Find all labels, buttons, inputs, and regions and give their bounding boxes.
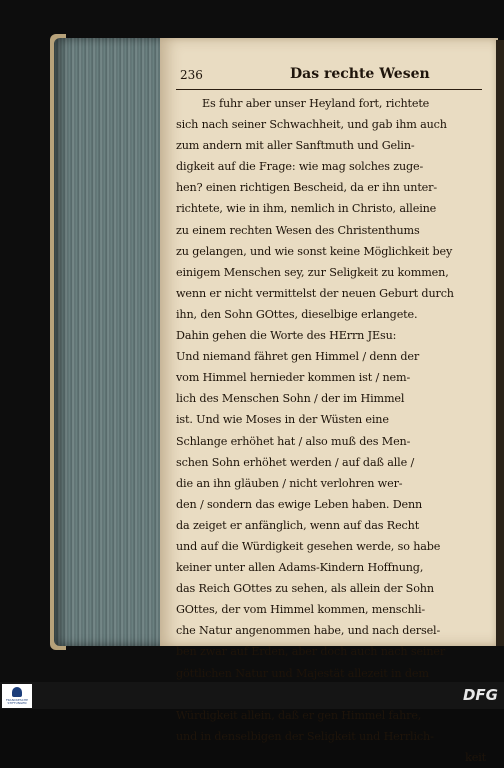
text-line: und in denselbigen der Seligkeit und Herrlich- xyxy=(176,729,434,743)
text-line: zu gelangen, und wie sonst keine Möglichkeit bey xyxy=(176,244,453,258)
text-line: lich des Menschen Sohn / der im Himmel xyxy=(176,392,405,406)
text-line: Es fuhr aber unser Heyland fort, richtete xyxy=(202,97,430,110)
text-line: hen? einen richtigen Bescheid, da er ihn unter- xyxy=(176,181,437,195)
text-line: schen Sohn erhöhet werden / auf daß alle / xyxy=(176,455,415,469)
text-line: wenn er nicht vermittelst der neuen Geburt durch xyxy=(176,286,454,300)
text-line: Dahin gehen die Worte des HErrn JEsu: xyxy=(176,329,397,343)
running-title: Das rechte Wesen xyxy=(290,66,430,82)
text-line: da zeiget er anfänglich, wenn auf das Recht xyxy=(176,518,420,532)
text-line: digkeit auf die Frage: wie mag solches zuge- xyxy=(176,160,424,174)
text-line: die an ihn gläuben / nicht verlohren wer- xyxy=(176,476,403,490)
page-body xyxy=(176,93,486,768)
text-line: GOttes, der vom Himmel kommen, menschli- xyxy=(176,603,426,617)
catchword: keit xyxy=(465,750,486,764)
text-line: richtete, wie in ihm, nemlich in Christo, alleine xyxy=(176,202,437,216)
text-line: sich nach seiner Schwachheit, und gab ihm auch xyxy=(176,118,447,132)
book-page-edges xyxy=(54,38,162,646)
text-line: ben zwar auf Erden, aber doch auch nach seiner xyxy=(176,645,446,659)
text-line: ist. Und wie Moses in der Wüsten eine xyxy=(176,413,389,427)
logo-emblem-icon xyxy=(12,687,22,697)
page-shadow xyxy=(496,40,504,646)
text-line: Würdigkeit allein, daß er gen Himmel fahre, xyxy=(176,708,422,722)
text-line: den / sondern das ewige Leben haben. Denn xyxy=(176,497,423,511)
text-line: einigem Menschen sey, zur Seligkeit zu kommen, xyxy=(176,265,449,279)
text-line: und auf die Würdigkeit gesehen werde, so habe xyxy=(176,539,441,553)
text-line: Schlange erhöhet hat / also muß des Men- xyxy=(176,434,411,448)
institution-logo[interactable] xyxy=(2,684,32,708)
text-line: zum andern mit aller Sanftmuth und Gelin- xyxy=(176,139,415,153)
page-number: 236 xyxy=(180,68,203,82)
header-rule xyxy=(176,89,482,90)
text-line: göttlichen Natur und Majestät allezeit in dem xyxy=(176,666,429,680)
dfg-logo[interactable]: DFG xyxy=(462,686,498,704)
viewer-footer-bar xyxy=(0,682,504,709)
logo-text: FRANCKESCHE STIFTUNGEN xyxy=(5,698,29,705)
text-line: zu einem rechten Wesen des Christenthums xyxy=(176,223,420,237)
text-line: vom Himmel hernieder kommen ist / nem- xyxy=(176,371,411,385)
text-line: keiner unter allen Adams-Kindern Hoffnung, xyxy=(176,561,424,575)
page-header xyxy=(174,66,486,86)
text-line: ihn, den Sohn GOttes, dieselbige erlangete. xyxy=(176,307,418,321)
text-line: che Natur angenommen habe, und nach dersel- xyxy=(176,624,441,638)
text-line: Und niemand fähret gen Himmel / denn der xyxy=(176,350,420,364)
text-line: das Reich GOttes zu sehen, als allein der Sohn xyxy=(176,582,434,596)
